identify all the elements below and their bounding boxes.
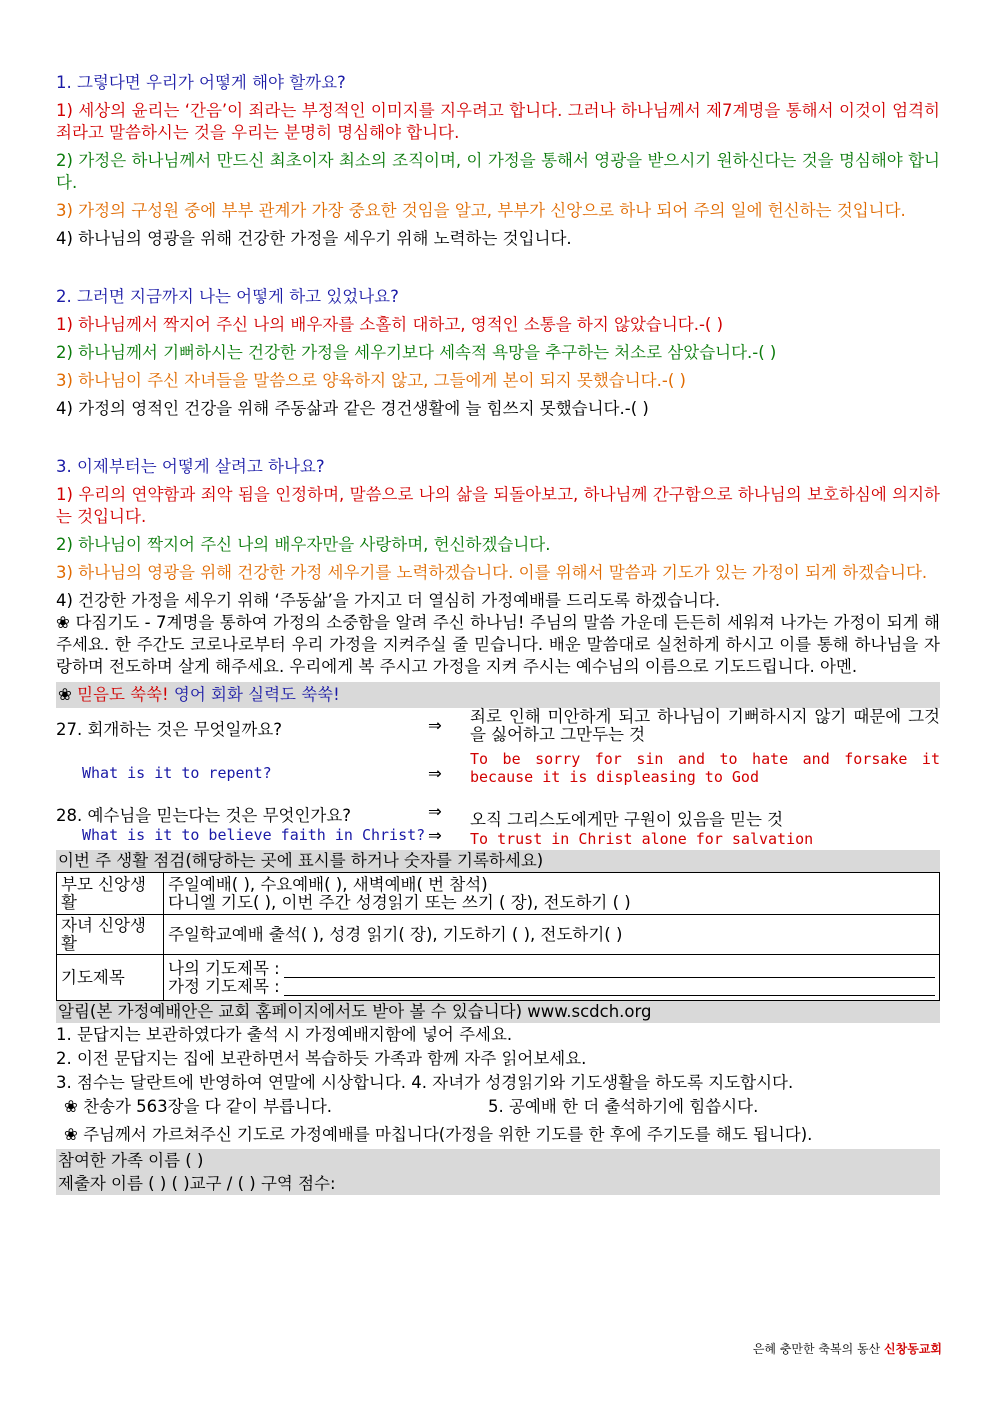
q27-korean: 27. 회개하는 것은 무엇일까요? — [56, 720, 283, 739]
weekly-check-table — [56, 872, 940, 1001]
children-line[interactable]: 주일학교예배 출석( ), 성경 읽기( 장), 기도하기 ( ), 전도하기( ) — [164, 915, 940, 955]
section3-answer-1: 1) 우리의 연약함과 죄악 됨을 인정하며, 말씀으로 나의 삶을 되돌아보고, 하나님께 간구함으로 하나님의 보호하심에 의지하는 것입니다. — [56, 485, 940, 526]
notice-4 — [56, 1095, 940, 1119]
a27-english: To be sorry for sin and to hate and forsake it because it is displeasing to God — [470, 750, 940, 786]
section2-question: 2. 그러면 지금까지 나는 어떻게 하고 있었나요? — [56, 287, 399, 306]
submission-area — [56, 1149, 940, 1195]
q27-english: What is it to repent? — [82, 764, 272, 782]
english-title-faith: 믿음도 쑥쑥! — [77, 685, 169, 704]
section1-answer-1: 1) 세상의 윤리는 ‘간음’이 죄라는 부정적인 이미지를 지우려고 합니다. 그러나 하나님께서 제7계명을 통해서 이것이 엄격히 죄라고 말씀하시는 것을 우리는 분명히 명심해야 합니다. — [56, 101, 940, 142]
section3-answer-4: 4) 건강한 가정을 세우기 위해 ‘주동삶’을 가지고 더 열심히 가정예배를 드리도록 하겠습니다. — [56, 591, 721, 610]
my-prayer-label: 나의 기도제목 : — [168, 958, 280, 978]
english-section-header — [56, 682, 940, 708]
notice-closing: ❀ 주님께서 가르쳐주신 기도로 가정예배를 마칩니다 — [64, 1125, 439, 1144]
a28-korean: 오직 그리스도에게만 구원이 있음을 믿는 것 — [470, 810, 784, 829]
section3-answer-2: 2) 하나님이 짝지어 주신 나의 배우자만을 사랑하며, 헌신하겠습니다. — [56, 535, 551, 554]
spacer — [56, 426, 940, 456]
commitment-prayer — [56, 612, 940, 678]
section2-answer-3: 3) 하나님이 주신 자녀들을 말씀으로 양육하지 않고, 그들에게 본이 되지 못했습니다.-( ) — [56, 371, 686, 390]
notice-hymn: ❀ 찬송가 563장을 다 같이 부릅니다. — [64, 1097, 333, 1116]
table-row — [57, 873, 940, 915]
arrow-icon: ⇒ — [428, 826, 442, 845]
section2-answer-1: 1) 하나님께서 짝지어 주신 나의 배우자를 소홀히 대하고, 영적인 소통을 하지 않았습니다.-( ) — [56, 315, 724, 334]
arrow-icon: ⇒ — [428, 764, 442, 783]
notice-closing-note: (가정을 위한 기도를 한 후에 주기도를 해도 됩니다). — [438, 1125, 813, 1144]
family-names-line[interactable]: 참여한 가족 이름 ( ) — [58, 1151, 204, 1170]
footer-text: 은혜 충만한 축복의 동산 — [752, 1342, 885, 1356]
prayer-text: - 7계명을 통하여 가정의 소중함을 알려 주신 하나님! 주님의 말씀 가운데 든든히 세워져 나가는 가정이 되게 해주세요. 한 주간도 코로나로부터 우리 가정을 지켜주실 줄 믿습니다. 배운 말씀대로 실천하게 하시고 이를 통해 하나님을 자랑하며 전도하며 살게 해주세요. 우리에게 복 주시고 가정을 지켜 주시는 예수님의 이름으로 기도드립니다. 아멘. — [56, 613, 940, 676]
spacer — [56, 256, 940, 286]
prayer-cell — [164, 955, 940, 1001]
church-name: 신창동교회 — [884, 1342, 942, 1356]
table-row — [57, 915, 940, 955]
weekly-check-header — [56, 850, 940, 872]
family-prayer-field[interactable] — [284, 981, 935, 996]
my-prayer-field[interactable] — [284, 963, 935, 978]
document-body — [56, 72, 940, 1195]
section1-question: 1. 그렇다면 우리가 어떻게 해야 할까요? — [56, 73, 346, 92]
arrow-icon: ⇒ — [428, 716, 442, 735]
notice-note: (본 가정예배안은 교회 홈페이지에서도 받아 볼 수 있습니다) www.scdch.org — [89, 1002, 652, 1021]
flower-icon: ❀ — [58, 685, 72, 704]
notice-attend: 5. 공예배 한 더 출석하기에 힘씁시다. — [488, 1097, 759, 1116]
submitter-line[interactable]: 제출자 이름 ( ) ( )교구 / ( ) 구역 점수: — [58, 1174, 336, 1193]
parents-cell — [164, 873, 940, 915]
section2-answer-2: 2) 하나님께서 기뻐하시는 건강한 가정을 세우기보다 세속적 욕망을 추구하는 처소로 삼았습니다.-( ) — [56, 343, 777, 362]
notice-2: 2. 이전 문답지는 집에 보관하면서 복습하듯 가족과 함께 자주 읽어보세요. — [56, 1049, 587, 1068]
parents-label: 부모 신앙생활 — [57, 873, 164, 915]
a28-english: To trust in Christ alone for salvation — [470, 830, 814, 848]
arrow-icon: ⇒ — [428, 802, 442, 821]
notice-5 — [64, 1123, 940, 1147]
notice-title: 알림 — [58, 1002, 90, 1021]
parents-line-1[interactable]: 주일예배( ), 수요예배( ), 새벽예배( 번 참석) — [168, 874, 488, 894]
section3-answer-3: 3) 하나님의 영광을 위해 건강한 가정 세우기를 노력하겠습니다. 이를 위해서 말씀과 기도가 있는 가정이 되게 하겠습니다. — [56, 563, 928, 582]
catechism-28 — [56, 802, 940, 850]
weekly-check-title: 이번 주 생활 점검 — [58, 851, 186, 870]
english-title-conversation: 영어 회화 실력도 쑥쑥! — [173, 685, 340, 704]
section1-answer-4: 4) 하나님의 영광을 위해 건강한 가정을 세우기 위해 노력하는 것입니다. — [56, 229, 572, 248]
notice-1: 1. 문답지는 보관하였다가 출석 시 가정예배지함에 넣어 주세요. — [56, 1025, 513, 1044]
q28-korean: 28. 예수님을 믿는다는 것은 무엇인가요? — [56, 806, 352, 825]
notice-header — [56, 1001, 940, 1023]
weekly-check-note: (해당하는 곳에 표시를 하거나 숫자를 기록하세요) — [185, 851, 544, 870]
prayer-label: 기도제목 — [57, 955, 164, 1001]
children-label: 자녀 신앙생활 — [57, 915, 164, 955]
notice-3: 3. 점수는 달란트에 반영하여 연말에 시상합니다. 4. 자녀가 성경읽기와 기도생활을 하도록 지도합시다. — [56, 1073, 794, 1092]
parents-line-2[interactable]: 다니엘 기도( ), 이번 주간 성경읽기 또는 쓰기 ( 장), 전도하기 ( ) — [168, 892, 631, 912]
section1-answer-3: 3) 가정의 구성원 중에 부부 관계가 가장 중요한 것임을 알고, 부부가 신앙으로 하나 되어 주의 일에 헌신하는 것입니다. — [56, 201, 906, 220]
prayer-title: 다짐기도 — [75, 613, 140, 632]
a27-korean: 죄로 인해 미안하게 되고 하나님이 기뻐하시지 않기 때문에 그것을 싫어하고 그만두는 것 — [470, 707, 940, 744]
footer — [753, 1340, 942, 1357]
q28-english: What is it to believe faith in Christ? — [82, 826, 426, 844]
catechism-27 — [56, 707, 940, 786]
table-row — [57, 955, 940, 1001]
section3-question: 3. 이제부터는 어떻게 살려고 하나요? — [56, 457, 325, 476]
section1-answer-2: 2) 가정은 하나님께서 만드신 최초이자 최소의 조직이며, 이 가정을 통해서 영광을 받으시기 원하신다는 것을 명심해야 합니다. — [56, 151, 940, 192]
section2-answer-4: 4) 가정의 영적인 건강을 위해 주동삶과 같은 경건생활에 늘 힘쓰지 못했습니다.-( ) — [56, 399, 649, 418]
flower-icon: ❀ — [56, 613, 71, 632]
family-prayer-label: 가정 기도제목 : — [168, 976, 280, 996]
